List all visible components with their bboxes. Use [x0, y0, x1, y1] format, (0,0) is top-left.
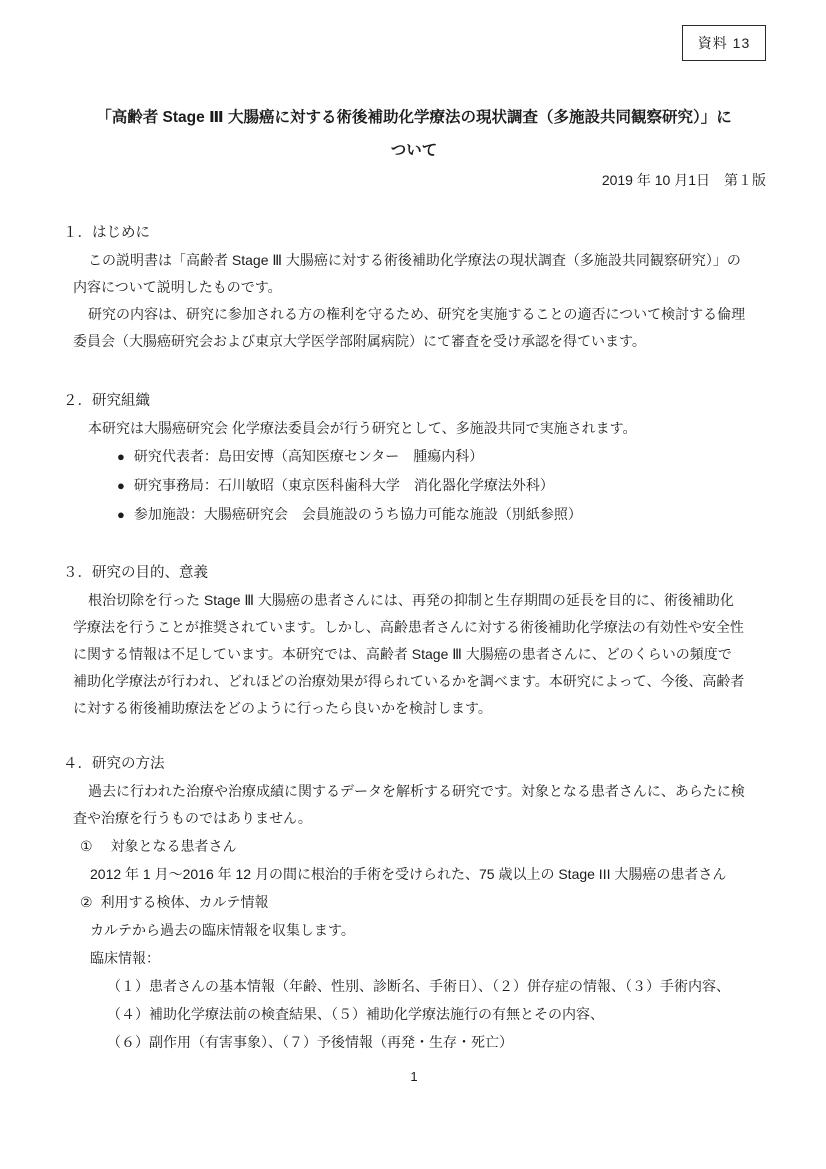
- circled-number-1-icon: ①: [80, 838, 93, 854]
- document-date-version: 2019 年 10 月1日 第１版: [601, 172, 766, 188]
- numbered-item-2: [80, 888, 766, 916]
- body-line: 補助化学療法が行われ、どれほどの治療効果が得られているかを調べます。本研究によって、今後、高齢者: [73, 673, 745, 689]
- bullet-icon: ●: [117, 507, 125, 522]
- clinical-info-item: （１）患者さんの基本情報（年齢、性別、診断名、手術日）、（２）併存症の情報、（３）手術内容、: [107, 978, 730, 994]
- document-tag-label: 資料 13: [697, 35, 751, 51]
- section-heading: ２．研究組織: [63, 393, 150, 409]
- numbered-item-detail: 2012 年 1 月～2016 年 12 月の間に根治的手術を受けられた、75 歳以上の Stage III 大腸癌の患者さん: [90, 866, 727, 882]
- section-introduction: [62, 220, 766, 355]
- bullet-icon: ●: [117, 478, 125, 493]
- numbered-item-1: [80, 832, 766, 860]
- body-line: 本研究は大腸癌研究会 化学療法委員会が行う研究として、多施設共同で実施されます。: [88, 420, 637, 436]
- body-line: 研究の内容は、研究に参加される方の権利を守るため、研究を実施することの適否について検討する倫理: [88, 306, 746, 322]
- clinical-info-item: （４）補助化学療法前の検査結果、（５）補助化学療法施行の有無とその内容、: [107, 1006, 604, 1022]
- body-line: 内容について説明したものです。: [73, 279, 282, 295]
- bullet-item-text: 参加施設：大腸癌研究会 会員施設のうち協力可能な施設（別紙参照）: [133, 506, 582, 522]
- numbered-item-text: 利用する検体、カルテ情報: [100, 894, 269, 910]
- circled-number-2-icon: ②: [80, 894, 93, 910]
- section-heading: ３．研究の目的、意義: [63, 565, 208, 581]
- bullet-item-text: 研究代表者：島田安博（高知医療センター 腫瘍内科）: [133, 448, 484, 464]
- section-purpose: [62, 560, 766, 722]
- body-line: この説明書は「高齢者 Stage Ⅲ 大腸癌に対する術後補助化学療法の現状調査（多施設共同観察研究）」の: [88, 252, 741, 268]
- section-methods: [62, 751, 766, 1056]
- body-line: 査や治療を行うものではありません。: [73, 810, 312, 826]
- body-line: 委員会（大腸癌研究会および東京大学医学部附属病院）にて審査を受け承認を得ています。: [73, 333, 646, 349]
- document-title-line2: ついて: [390, 142, 438, 159]
- bullet-item: [117, 500, 766, 529]
- body-line: に対する術後補助療法をどのように行ったら良いかを検討します。: [73, 700, 492, 716]
- body-line: 過去に行われた治療や治療成績に関するデータを解析する研究です。対象となる患者さんに、あらたに検: [88, 783, 745, 799]
- body-line: 学療法を行うことが推奨されています。しかし、高齢患者さんに対する術後補助化学療法の有効性や安全性: [73, 619, 744, 635]
- numbered-item-detail: カルテから過去の臨床情報を収集します。: [90, 922, 355, 938]
- clinical-info-item: （６）副作用（有害事象）、（７）予後情報（再発・生存・死亡）: [107, 1034, 513, 1050]
- document-tag-box: [682, 25, 766, 61]
- section-heading: ４．研究の方法: [63, 756, 165, 772]
- bullet-item-text: 研究事務局：石川敏昭（東京医科歯科大学 消化器化学療法外科）: [133, 477, 554, 493]
- bullet-item: [117, 471, 766, 500]
- body-line: 根治切除を行った Stage Ⅲ 大腸癌の患者さんには、再発の抑制と生存期間の延長を目的に、術後補助化: [88, 592, 734, 608]
- bullet-item: [117, 442, 766, 471]
- body-line: に関する情報は不足しています。本研究では、高齢者 Stage Ⅲ 大腸癌の患者さんに、どのくらいの頻度で: [73, 646, 732, 662]
- section-heading: １．はじめに: [63, 225, 150, 241]
- document-title-line1: 「高齢者 Stage Ⅲ 大腸癌に対する術後補助化学療法の現状調査（多施設共同観察研究）」に: [96, 109, 732, 126]
- document-title: [62, 101, 766, 167]
- numbered-item-text: 対象となる患者さん: [110, 838, 237, 854]
- bullet-icon: ●: [117, 449, 125, 464]
- clinical-info-label: 臨床情報：: [90, 950, 160, 966]
- section-organization: [62, 388, 766, 529]
- page-number: 1: [410, 1069, 418, 1084]
